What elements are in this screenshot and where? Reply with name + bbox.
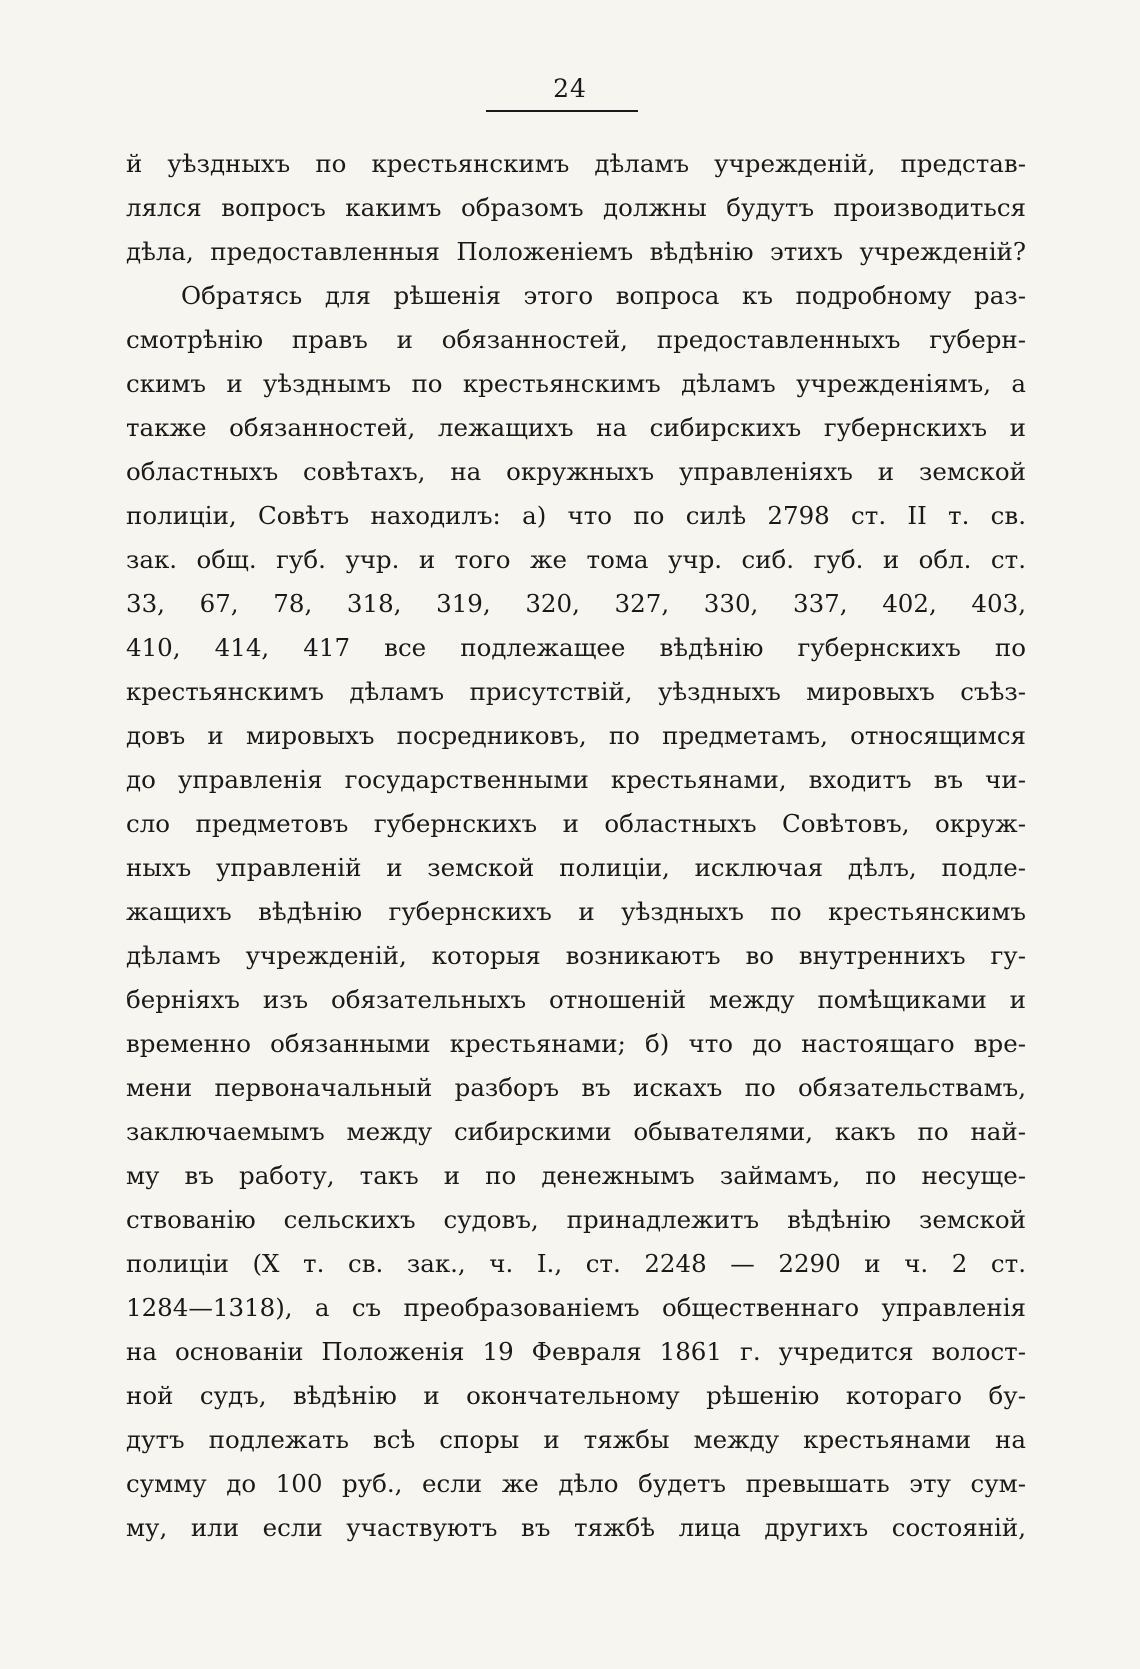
text-line: сло предметовъ губернскихъ и областныхъ Совѣтовъ, окруж- (126, 809, 1026, 838)
text-line: дутъ подлежать всѣ споры и тяжбы между крестьянами на (126, 1425, 1026, 1454)
text-line: мени первоначальный разборъ въ искахъ по обязательствамъ, (126, 1073, 1026, 1102)
text-line: заключаемымъ между сибирскими обывателями, какъ по най- (126, 1117, 1026, 1146)
text-line: на основаніи Положенія 19 Февраля 1861 г. учредится волост- (126, 1337, 1026, 1366)
text-line: му въ работу, такъ и по денежнымъ займамъ, по несуще- (126, 1161, 1026, 1190)
text-line: также обязанностей, лежащихъ на сибирскихъ губернскихъ и (126, 413, 1026, 442)
body-text (126, 142, 1026, 1550)
text-line: дѣламъ учрежденій, которыя возникаютъ во внутреннихъ гу- (126, 941, 1026, 970)
text-line: зак. общ. губ. учр. и того же тома учр. сиб. губ. и обл. ст. (126, 545, 1026, 574)
header-rule (486, 110, 638, 112)
text-line: 410, 414, 417 все подлежащее вѣдѣнію губернскихъ по (126, 633, 1026, 662)
text-line: смотрѣнію правъ и обязанностей, предоставленныхъ губерн- (126, 325, 1026, 354)
text-line: лялся вопросъ какимъ образомъ должны будутъ производиться (126, 193, 1026, 222)
text-line: крестьянскимъ дѣламъ присутствій, уѣздныхъ мировыхъ съѣз- (126, 677, 1026, 706)
text-line: скимъ и уѣзднымъ по крестьянскимъ дѣламъ учрежденіямъ, а (126, 369, 1026, 398)
text-line: до управленія государственными крестьянами, входитъ въ чи- (126, 765, 1026, 794)
text-line: довъ и мировыхъ посредниковъ, по предметамъ, относящимся (126, 721, 1026, 750)
text-line: му, или если участвуютъ въ тяжбѣ лица другихъ состояній, (126, 1513, 1026, 1542)
text-line: 1284—1318), а съ преобразованіемъ общественнаго управленія (126, 1293, 1026, 1322)
text-line: временно обязанными крестьянами; б) что до настоящаго вре- (126, 1029, 1026, 1058)
page-number: 24 (553, 74, 587, 103)
text-line: Обратясь для рѣшенія этого вопроса къ подробному раз- (181, 281, 1026, 310)
text-line: й уѣздныхъ по крестьянскимъ дѣламъ учрежденій, представ- (126, 149, 1026, 178)
text-line: полиціи, Совѣтъ находилъ: а) что по силѣ 2798 ст. II т. св. (126, 501, 1026, 530)
text-line: областныхъ совѣтахъ, на окружныхъ управленіяхъ и земской (126, 457, 1026, 486)
text-line: дѣла, предоставленныя Положеніемъ вѣдѣнію этихъ учрежденій? (126, 237, 1026, 266)
text-line: берніяхъ изъ обязательныхъ отношеній между помѣщиками и (126, 985, 1026, 1014)
text-line: сумму до 100 руб., если же дѣло будетъ превышать эту сум- (126, 1469, 1026, 1498)
text-line: ной судъ, вѣдѣнію и окончательному рѣшенію котораго бу- (126, 1381, 1026, 1410)
text-line: полиціи (X т. св. зак., ч. I., ст. 2248 — 2290 и ч. 2 ст. (126, 1249, 1026, 1278)
text-line: ныхъ управленій и земской полиціи, исключая дѣлъ, подле- (126, 853, 1026, 882)
text-line: ствованію сельскихъ судовъ, принадлежитъ вѣдѣнію земской (126, 1205, 1026, 1234)
text-line: жащихъ вѣдѣнію губернскихъ и уѣздныхъ по крестьянскимъ (126, 897, 1026, 926)
text-line: 33, 67, 78, 318, 319, 320, 327, 330, 337, 402, 403, (126, 589, 1026, 618)
